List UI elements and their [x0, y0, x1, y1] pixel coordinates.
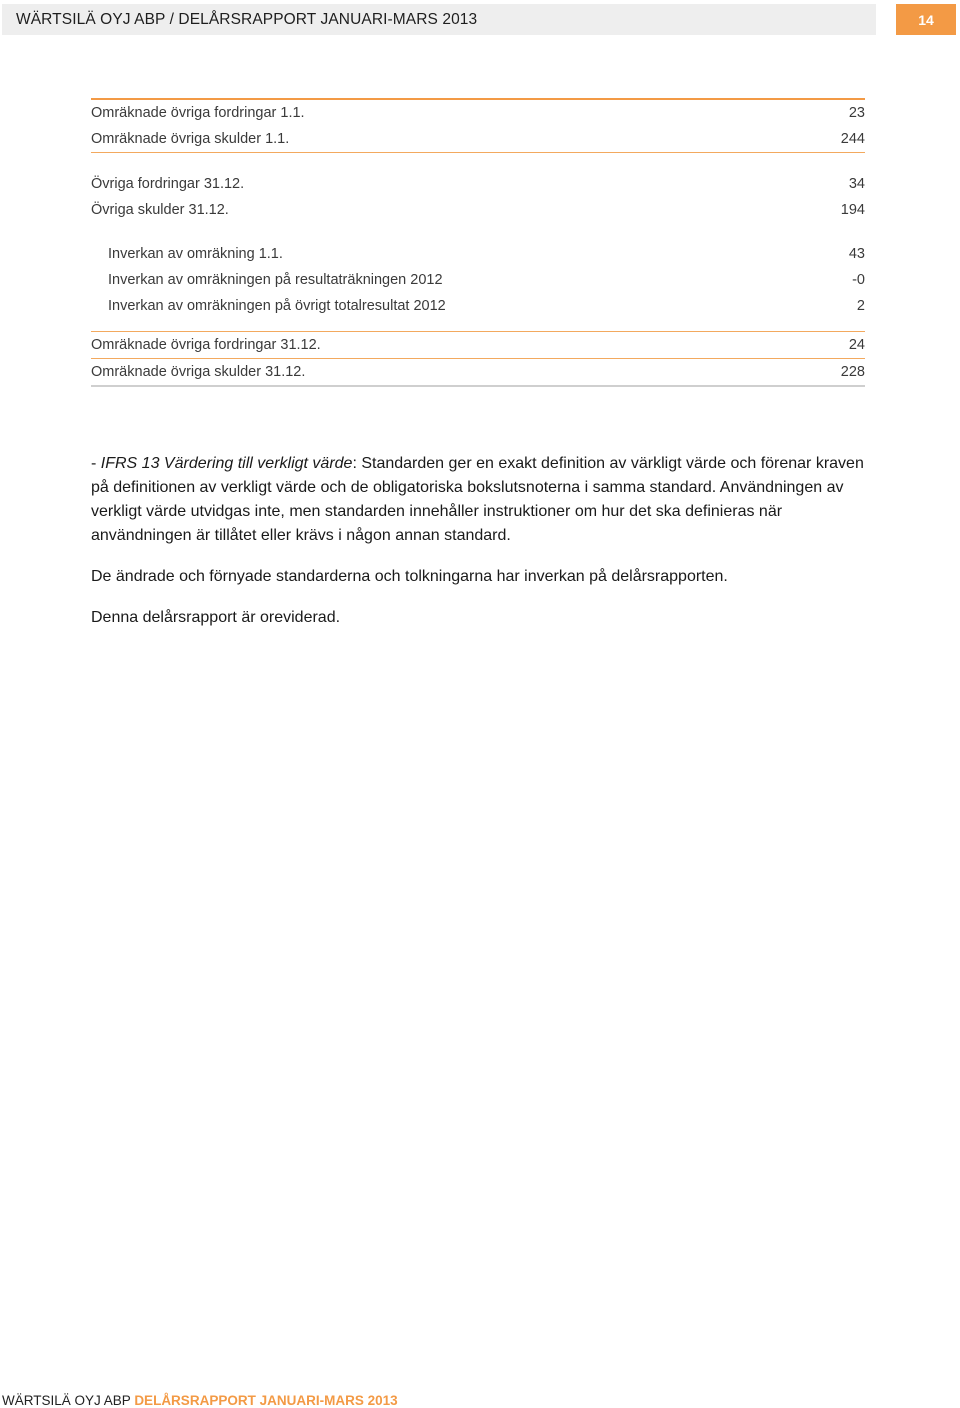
paragraph: De ändrade och förnyade standarderna och tolkningarna har inverkan på delårsrapporten. — [91, 568, 728, 585]
row-label: Inverkan av omräkningen på resultaträkningen 2012 — [108, 272, 443, 288]
table-row — [91, 359, 865, 385]
ifrs-text: Standarden ger en exakt definition av värkligt värde och förenar kraven på definitionen av verkligt värde och de obligatoriska bokslutsnoterna i samma standard. Användningen av verkligt värde utvidgas inte, men standarden innehåller instruktioner om hur det ska definieras när användningen är tillåtet eller krävs i någon annan standard. — [91, 455, 864, 544]
row-label: Övriga fordringar 31.12. — [91, 176, 245, 192]
row-label: Omräknade övriga fordringar 31.12. — [91, 337, 321, 353]
body-text — [91, 452, 871, 647]
row-value: -0 — [852, 272, 865, 288]
ifrs-paragraph — [91, 452, 871, 548]
row-label: Övriga skulder 31.12. — [91, 202, 229, 218]
document-title: WÄRTSILÄ OYJ ABP / DELÅRSRAPPORT JANUARI-MARS 2013 — [16, 11, 478, 28]
ifrs-colon: : — [352, 455, 357, 472]
table-row — [91, 241, 865, 267]
row-value: 194 — [840, 202, 865, 218]
table-row — [91, 171, 865, 197]
row-value: 24 — [848, 337, 865, 353]
table-row — [91, 100, 865, 126]
ifrs-title: IFRS 13 Värdering till verkligt värde — [100, 455, 353, 472]
footer-report-title: DELÅRSRAPPORT JANUARI-MARS 2013 — [134, 1393, 398, 1408]
ifrs-prefix: - — [91, 455, 101, 472]
table-row — [91, 197, 865, 223]
reconciliation-table — [91, 98, 865, 387]
row-label: Omräknade övriga fordringar 1.1. — [91, 105, 305, 121]
table-row — [91, 267, 865, 293]
page-number-badge: 14 — [896, 4, 956, 35]
row-value: 23 — [848, 105, 865, 121]
footer — [2, 1393, 398, 1408]
footer-company: WÄRTSILÄ OYJ ABP — [2, 1393, 135, 1408]
table-rule — [91, 385, 865, 387]
row-value: 43 — [848, 246, 865, 262]
row-value: 34 — [848, 176, 865, 192]
row-value: 244 — [840, 131, 865, 147]
table-row — [91, 332, 865, 358]
paragraph: Denna delårsrapport är oreviderad. — [91, 609, 341, 626]
row-label: Omräknade övriga skulder 1.1. — [91, 131, 290, 147]
row-label: Inverkan av omräkningen på övrigt totalresultat 2012 — [108, 298, 446, 314]
table-row — [91, 293, 865, 319]
header-bar — [2, 4, 876, 35]
row-label: Omräknade övriga skulder 31.12. — [91, 364, 306, 380]
row-value: 2 — [856, 298, 865, 314]
row-value: 228 — [840, 364, 865, 380]
row-label: Inverkan av omräkning 1.1. — [108, 246, 283, 262]
table-row — [91, 126, 865, 152]
